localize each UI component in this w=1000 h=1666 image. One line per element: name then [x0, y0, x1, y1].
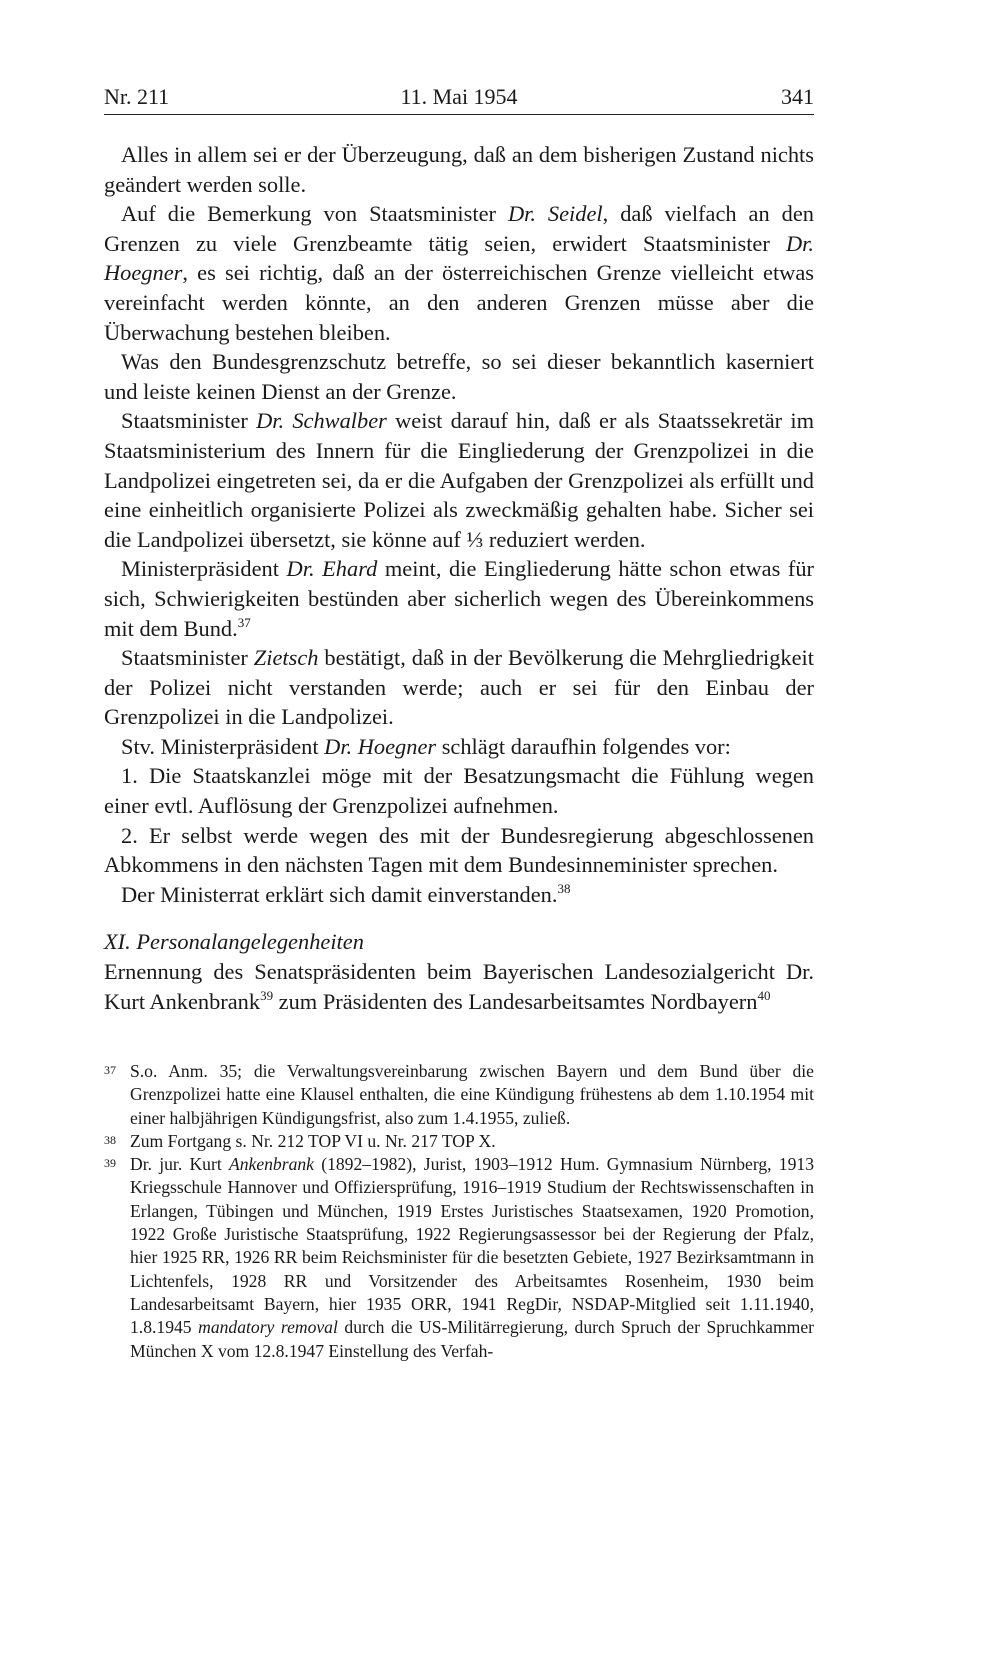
footnote: 38 Zum Fortgang s. Nr. 212 TOP VI u. Nr. 217 TOP X. [104, 1130, 496, 1151]
page-number: 341 [781, 84, 814, 109]
document-number: Nr. 211 [104, 84, 170, 109]
section-title: XI. Personalangelegenheiten [104, 929, 364, 955]
paragraph: Der Ministerrat erklärt sich damit einverstanden.$^{38}$ [121, 880, 571, 907]
footnote-ref[interactable]: 38 [557, 880, 571, 896]
footnote-ref[interactable]: 37 [237, 614, 251, 630]
person-name: Dr. Hoegner [324, 733, 437, 759]
paragraph: Stv. Ministerpräsident Dr. Hoegner schlägt daraufhin folgendes vor: [121, 733, 731, 759]
footnotes [104, 1060, 814, 1363]
body-text [104, 140, 814, 1016]
section-subtitle: Ernennung des Senatspräsidenten beim Bayerischen Landesozialgericht Dr. Kurt Ankenbrank$^{39}$ zum Präsidenten des Landesarbeitsamtes Nordbayern$^{40}$ [104, 959, 814, 1014]
footnote-number: 38 [104, 1132, 116, 1147]
paragraph: 2. Er selbst werde wegen des mit der Bundesregierung abgeschlossenen Abkommens in den nächsten Tagen mit dem Bundesinneminister sprechen. [104, 822, 814, 878]
footnote-number: 39 [104, 1156, 116, 1171]
person-name: Ankenbrank [228, 1154, 314, 1175]
paragraph: Staatsminister Zietsch bestätigt, daß in der Bevölkerung die Mehrgliedrigkeit der Polizei nicht verstanden werde; auch er sei für den Einbau der Grenzpolizei in die Landpolizei. [104, 645, 814, 730]
paragraph: Was den Bundesgrenzschutz betreffe, so sei dieser bekanntlich kaserniert und leiste keinen Dienst an der Grenze. [104, 349, 814, 404]
header-date: 11. Mai 1954 [400, 84, 518, 109]
paragraph: Alles in allem sei er der Überzeugung, daß an dem bisherigen Zustand nichts geändert werden solle. [104, 142, 814, 197]
person-name: Dr. Hoegner [104, 230, 814, 286]
person-name: Zietsch [253, 645, 319, 671]
running-header [104, 84, 814, 115]
person-name: Dr. Schwalber [256, 408, 387, 434]
footnote: 39 Dr. jur. Kurt Ankenbrank (1892–1982), Jurist, 1903–1912 Hum. Gymnasium Nürnberg, 1913 Kriegsschule Hannover und Offiziersprüfung, 1916–1919 Studium der Rechtswissenschaften in Erlangen, Tübingen und München, 1919 Erstes Juristisches Staatsexamen, 1920 Promotion, 1922 Große Juristische Staatsprüfung, 1922 Regierungsassessor bei der Regierung der Pfalz, hier 1925 RR, 1926 RR beim Reichsminister für die besetzten Gebiete, 1927 Bezirksamtmann in Lichtenfels, 1928 RR und Vorsitzender des Arbeitsamtes Rosenheim, 1930 beim Landesarbeitsamt Bayern, hier 1935 ORR, 1941 RegDir, NSDAP-Mitglied seit 1.11.1940, 1.8.1945 mandatory removal durch die US-Militärregierung, durch Spruch der Spruchkammer München X vom 12.8.1947 Einstellung des Verfah- [104, 1154, 814, 1361]
paragraph: 1. Die Staatskanzlei möge mit der Besatzungsmacht die Fühlung wegen einer evtl. Auflösung der Grenzpolizei aufnehmen. [104, 763, 814, 819]
footnote-ref[interactable]: 40 [757, 987, 771, 1003]
person-name: Dr. Seidel [507, 201, 603, 227]
footnote-number: 37 [104, 1063, 116, 1077]
footnote: 37 S.o. Anm. 35; die Verwaltungsvereinbarung zwischen Bayern und dem Bund über die Grenzpolizei hatte eine Klausel enthalten, die eine Kündigung frühestens ab dem 1.10.1954 mit einer halbjährigen Kündigungsfrist, also zum 1.4.1955, zuließ. [104, 1061, 814, 1128]
paragraph: Auf die Bemerkung von Staatsminister Dr. Seidel, daß vielfach an den Grenzen zu viele Grenzbeamte tätig seien, erwidert Staatsminister Dr. Hoegner, es sei richtig, daß an der österreichischen Grenze vielleicht etwas vereinfacht werden könnte, an den anderen Grenzen müsse aber die Überwachung bestehen bleiben. [104, 201, 814, 345]
emphasis: mandatory removal [198, 1317, 338, 1338]
paragraph: Staatsminister Dr. Schwalber weist darauf hin, daß er als Staatssekretär im Staatsministerium des Innern für die Eingliederung der Grenzpolizei in die Landpolizei eingetreten sei, da er die Aufgaben der Grenzpolizei als erfüllt und eine einheitlich organisierte Polizei als zweckmäßig gehalten habe. Sicher sei die Landpolizei übersetzt, sie könne auf ⅓ reduziert werden. [104, 408, 814, 552]
paragraph: Ministerpräsident Dr. Ehard meint, die Eingliederung hätte schon etwas für sich, Schwierigkeiten bestünden aber sicherlich wegen des Übereinkommens mit dem Bund.$^{37}$ [104, 556, 815, 641]
footnote-ref[interactable]: 39 [260, 987, 274, 1003]
person-name: Dr. Ehard [286, 556, 378, 582]
